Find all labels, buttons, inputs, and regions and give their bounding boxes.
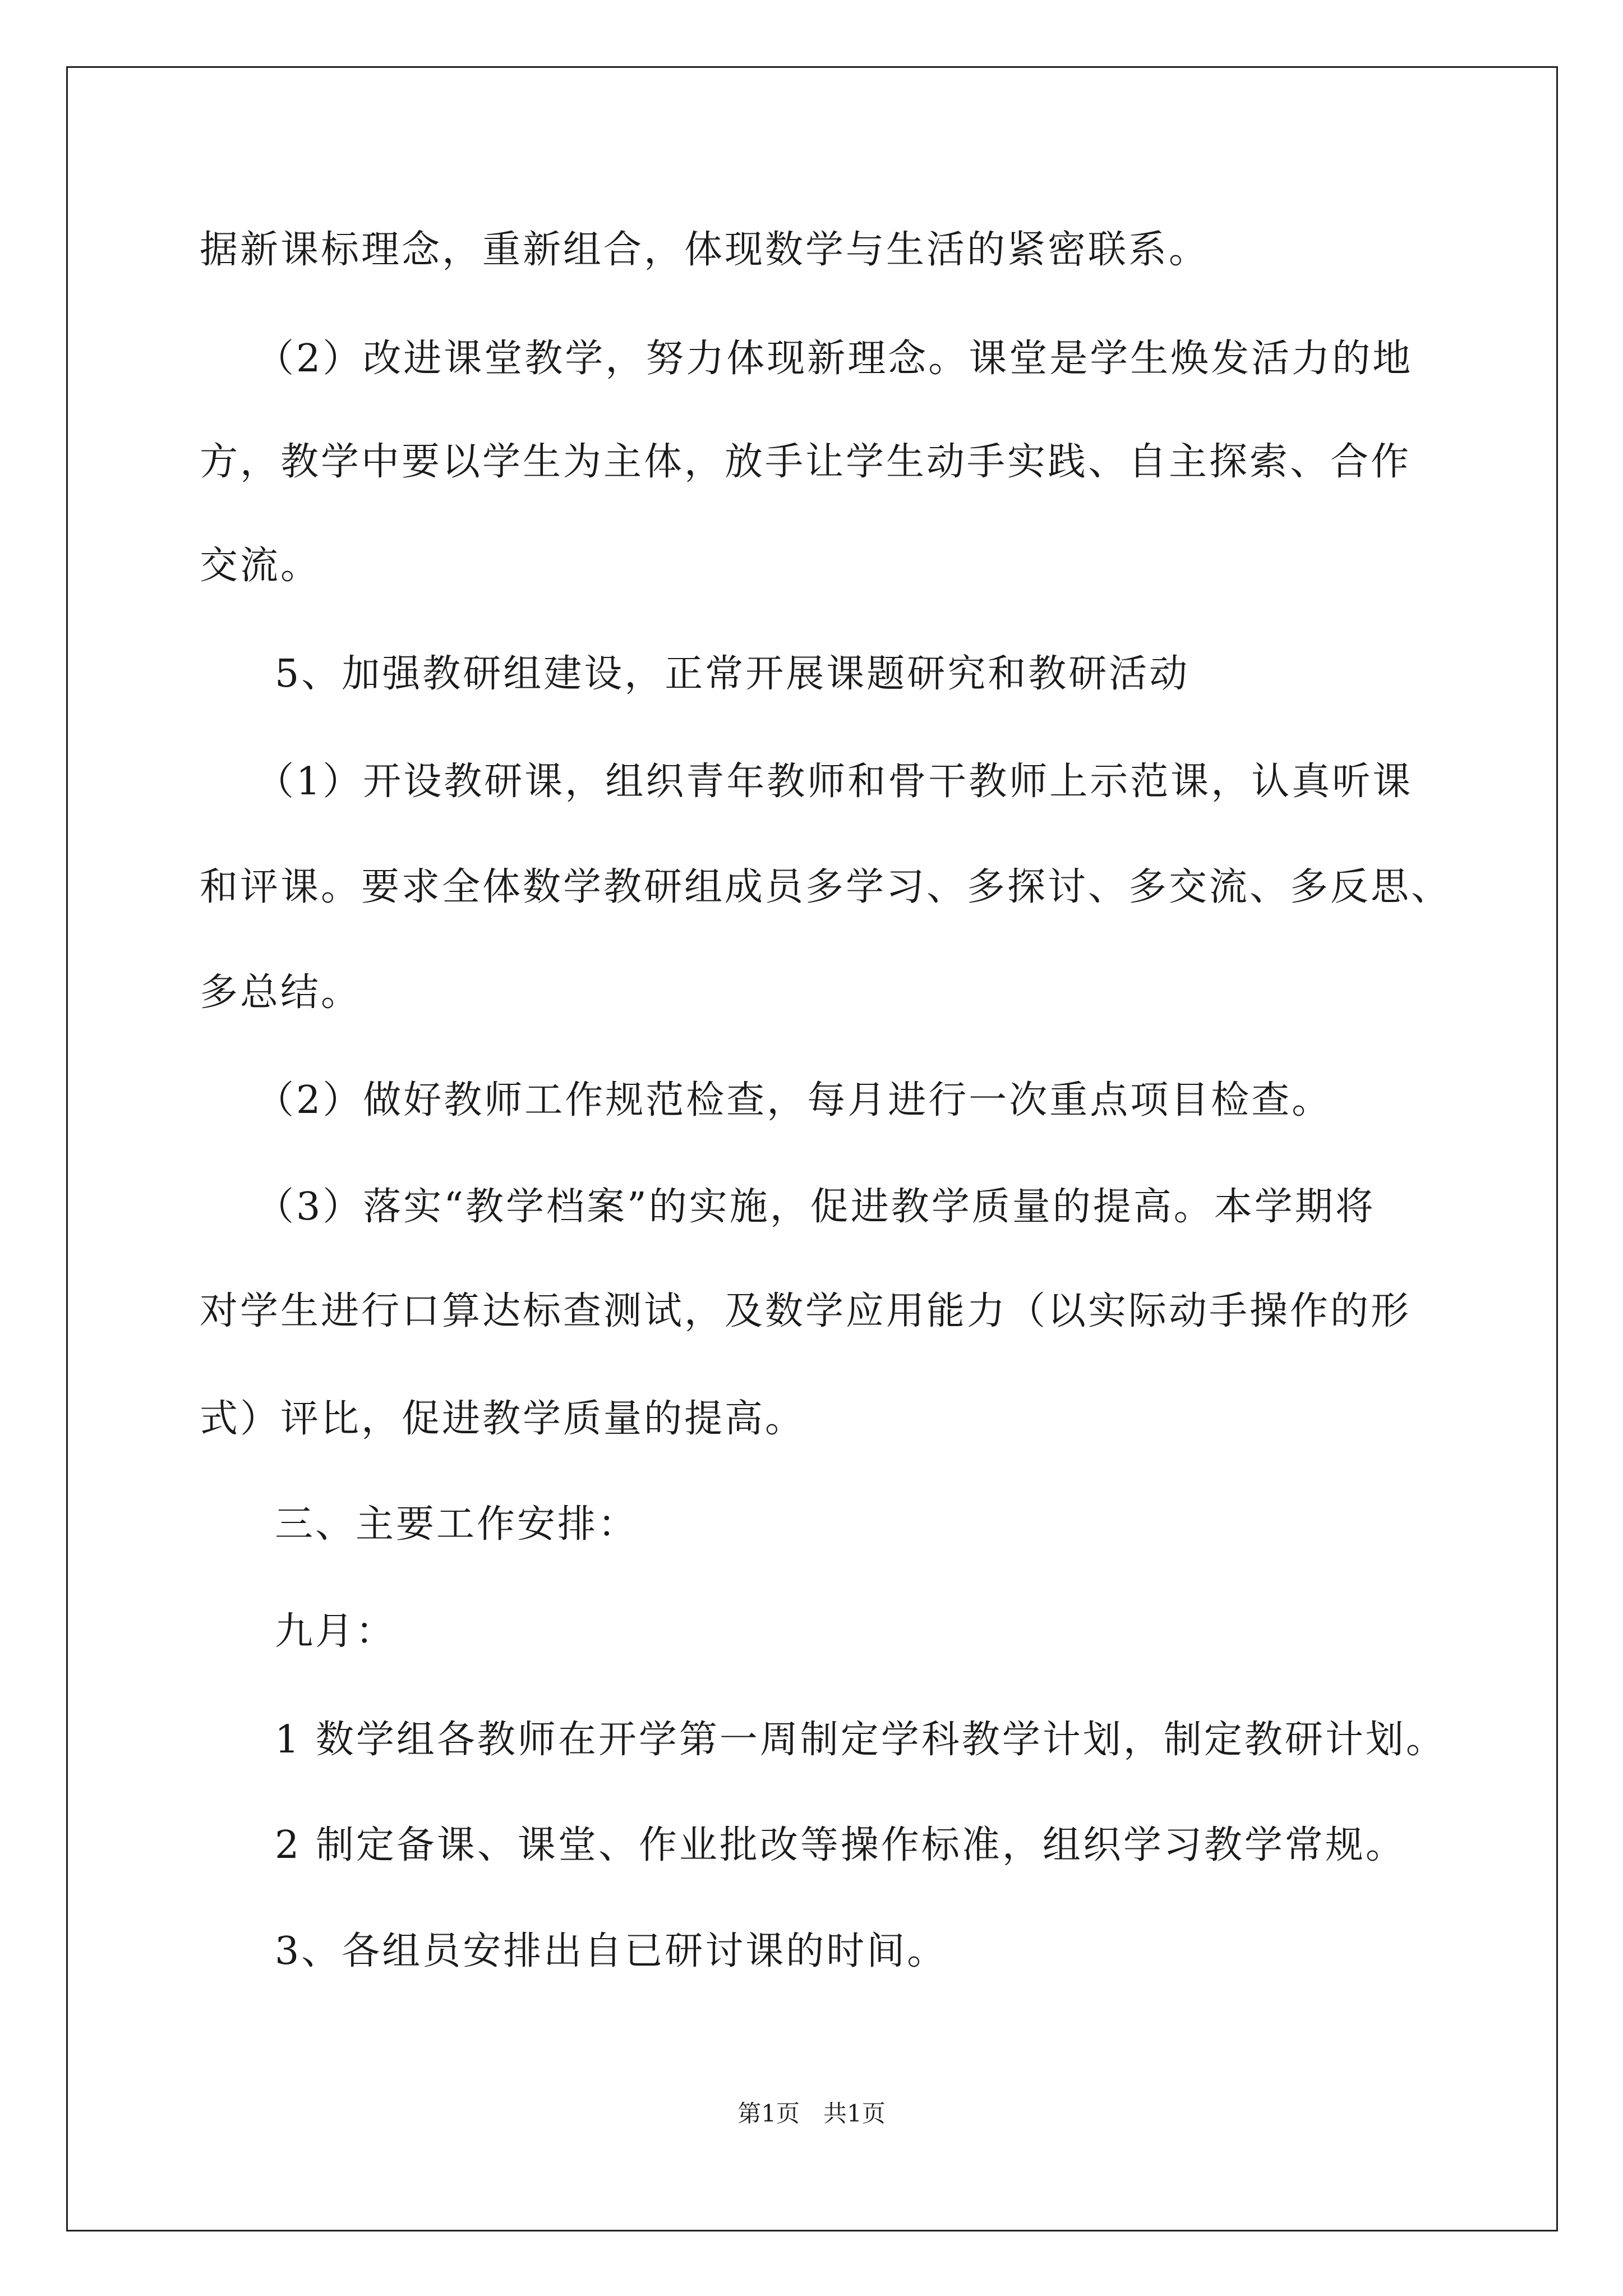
section-heading: 三、主要工作安排： [275,1502,639,1547]
page-border [66,66,1558,2231]
text-line: 方，教学中要以学生为主体，放手让学生动手实践、自主探索、合作 [200,440,1412,484]
page-footer: 第1页 共1页 [737,2100,886,2127]
text-line: 和评课。要求全体数学教研组成员多学习、多探讨、多交流、多反思、 [200,865,1452,909]
text-line: （2）做好教师工作规范检查，每月进行一次重点项目检查。 [256,1078,1332,1122]
text-line: 多总结。 [200,970,362,1015]
text-line: 交流。 [200,544,321,588]
text-line: （2）改进课堂教学，努力体现新理念。课堂是学生焕发活力的地 [256,337,1413,381]
text-line: （1）开设教研课，组织青年教师和骨干教师上示范课，认真听课 [256,760,1413,804]
text-line: 3、各组员安排出自已研讨课的时间。 [275,1929,948,1973]
text-line: 式）评比，促进教学质量的提高。 [200,1397,806,1441]
text-line: 5、加强教研组建设，正常开展课题研究和教研活动 [275,652,1190,696]
text-line: 对学生进行口算达标查测试，及数学应用能力（以实际动手操作的形 [200,1289,1412,1333]
text-line: （3）落实“教学档案”的实施，促进教学质量的提高。本学期将 [256,1185,1376,1229]
text-line: 2 制定备课、课堂、作业批改等操作标准，组织学习教学常规。 [275,1823,1406,1867]
month-heading: 九月： [275,1609,396,1654]
text-line: 据新课标理念，重新组合，体现数学与生活的紧密联系。 [200,228,1210,272]
text-line: 1 数学组各教师在开学第一周制定学科教学计划，制定教研计划。 [275,1718,1446,1762]
